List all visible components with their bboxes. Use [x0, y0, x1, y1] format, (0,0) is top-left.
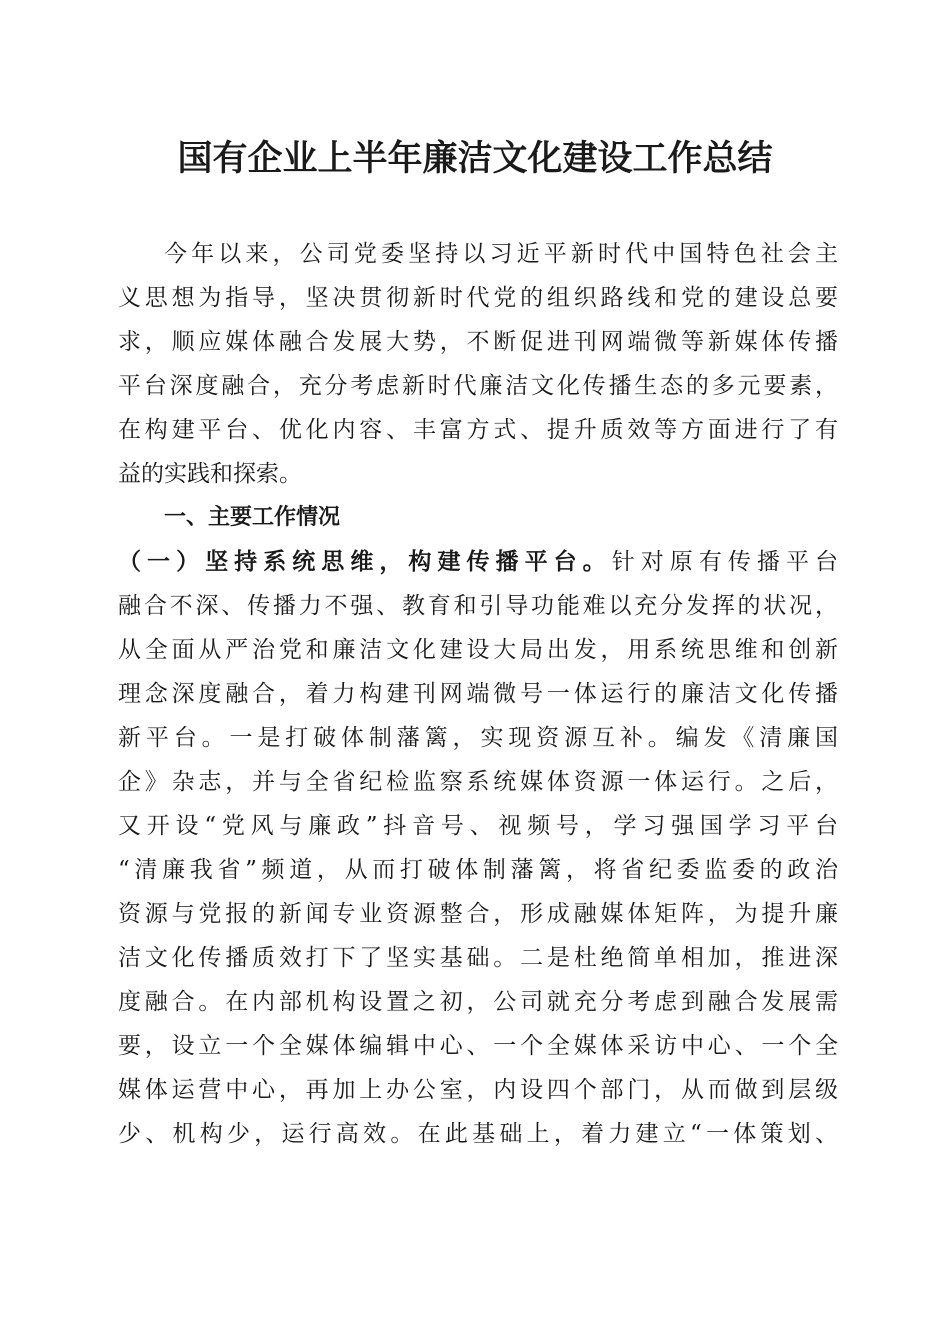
section-line: 从全面从严治党和廉洁文化建设大局出发，用系统思维和创新: [118, 637, 838, 663]
section-line: 资源与党报的新闻专业资源整合，形成融媒体矩阵，为提升廉: [118, 901, 838, 927]
section-heading: 一、主要工作情况: [164, 505, 341, 530]
document-body: [118, 232, 838, 1156]
section-line: 又开设“党风与廉政”抖音号、视频号，学习强国学习平台: [118, 813, 838, 839]
section-line: 企》杂志，并与全省纪检监察系统媒体资源一体运行。之后，: [118, 769, 838, 795]
sub-heading: （一）坚持系统思维，构建传播平台。: [118, 548, 612, 575]
intro-line: 平台深度融合，充分考虑新时代廉洁文化传播生态的多元要素，: [118, 373, 838, 399]
section-first-line-rest: 针对原有传播平台: [611, 549, 839, 575]
section-line: 洁文化传播质效打下了坚实基础。二是杜绝简单相加，推进深: [118, 945, 838, 971]
intro-line: 求，顺应媒体融合发展大势，不断促进刊网端微等新媒体传播: [118, 329, 838, 355]
section-line: “清廉我省”频道，从而打破体制藩篱，将省纪委监委的政治: [118, 857, 838, 883]
section-line: 融合不深、传播力不强、教育和引导功能难以充分发挥的状况，: [118, 593, 838, 619]
intro-line: 在构建平台、优化内容、丰富方式、提升质效等方面进行了有: [118, 417, 838, 443]
section-line: 少、机构少，运行高效。在此基础上，着力建立“一体策划、: [118, 1121, 838, 1147]
intro-line: 益的实践和探索。: [118, 461, 302, 487]
intro-line: 义思想为指导，坚决贯彻新时代党的组织路线和党的建设总要: [118, 285, 838, 311]
document-title: 国有企业上半年廉洁文化建设工作总结: [177, 138, 773, 179]
section-line: 新平台。一是打破体制藩篱，实现资源互补。编发《清廉国: [118, 725, 838, 751]
section-line: 理念深度融合，着力构建刊网端微号一体运行的廉洁文化传播: [118, 681, 838, 707]
section-first-line: [118, 540, 838, 584]
section-line: 要，设立一个全媒体编辑中心、一个全媒体采访中心、一个全: [118, 1033, 838, 1059]
intro-line: 今年以来，公司党委坚持以习近平新时代中国特色社会主: [164, 241, 838, 267]
section-line: 度融合。在内部机构设置之初，公司就充分考虑到融合发展需: [118, 989, 838, 1015]
section-line: 媒体运营中心，再加上办公室，内设四个部门，从而做到层级: [118, 1077, 838, 1103]
